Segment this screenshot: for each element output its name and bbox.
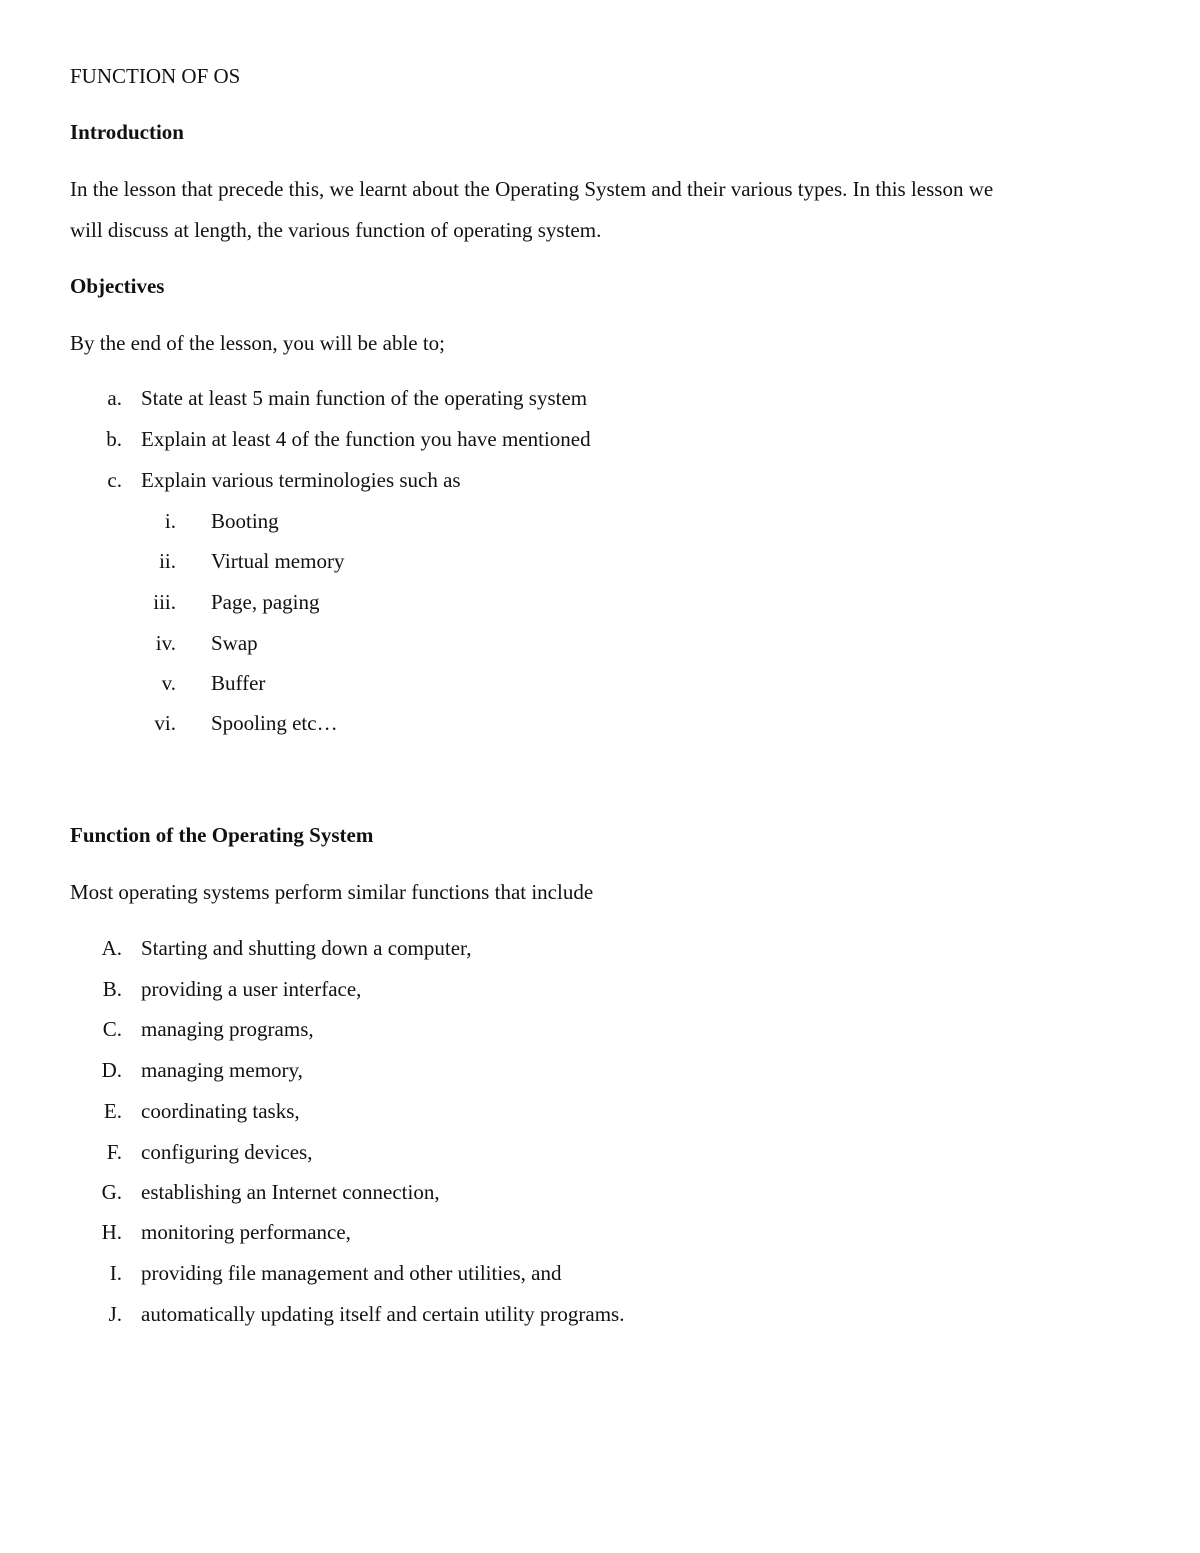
- list-marker: D.: [101, 1058, 122, 1082]
- list-text: Page, paging: [211, 590, 320, 614]
- list-text: monitoring performance,: [141, 1220, 351, 1244]
- term-item: [0, 673, 1200, 697]
- list-marker: J.: [108, 1302, 122, 1326]
- term-item: [0, 511, 1200, 535]
- introduction-line-1: In the lesson that precede this, we learnt about the Operating System and their various types. In this lesson we: [70, 177, 994, 201]
- list-marker: C.: [102, 1017, 122, 1041]
- list-marker: iv.: [155, 631, 176, 655]
- list-marker: H.: [101, 1220, 122, 1244]
- objective-item: [0, 429, 1200, 453]
- list-marker: I.: [109, 1261, 122, 1285]
- function-item: [0, 1142, 1200, 1166]
- introduction-heading: Introduction: [70, 120, 184, 144]
- function-item: [0, 938, 1200, 962]
- term-item: [0, 633, 1200, 657]
- functions-heading: Function of the Operating System: [70, 823, 374, 847]
- list-marker: B.: [102, 977, 122, 1001]
- list-text: Booting: [211, 509, 279, 533]
- list-marker: i.: [164, 509, 176, 533]
- objective-item: [0, 470, 1200, 494]
- functions-lead: Most operating systems perform similar functions that include: [70, 880, 594, 904]
- term-item: [0, 592, 1200, 616]
- introduction-line-2: will discuss at length, the various function of operating system.: [70, 218, 602, 242]
- function-item: [0, 1222, 1200, 1246]
- list-text: Virtual memory: [211, 549, 345, 573]
- list-marker: E.: [103, 1099, 122, 1123]
- function-item: [0, 1182, 1200, 1206]
- document-title: FUNCTION OF OS: [70, 64, 241, 88]
- list-text: providing a user interface,: [141, 977, 362, 1001]
- list-marker: vi.: [154, 711, 176, 735]
- list-text: providing file management and other utilities, and: [141, 1261, 562, 1285]
- list-marker: a.: [107, 386, 122, 410]
- list-text: Swap: [211, 631, 258, 655]
- term-item: [0, 713, 1200, 737]
- objective-item: [0, 388, 1200, 412]
- list-text: managing programs,: [141, 1017, 314, 1041]
- list-text: configuring devices,: [141, 1140, 313, 1164]
- list-text: State at least 5 main function of the operating system: [141, 386, 588, 410]
- list-text: Spooling etc…: [211, 711, 338, 735]
- list-text: coordinating tasks,: [141, 1099, 300, 1123]
- function-item: [0, 1060, 1200, 1084]
- objectives-heading: Objectives: [70, 274, 165, 298]
- list-text: Starting and shutting down a computer,: [141, 936, 472, 960]
- list-text: establishing an Internet connection,: [141, 1180, 440, 1204]
- list-marker: A.: [101, 936, 122, 960]
- list-marker: ii.: [159, 549, 176, 573]
- function-item: [0, 979, 1200, 1003]
- list-marker: iii.: [153, 590, 176, 614]
- list-text: managing memory,: [141, 1058, 303, 1082]
- list-marker: F.: [106, 1140, 122, 1164]
- list-text: Buffer: [211, 671, 266, 695]
- function-item: [0, 1263, 1200, 1287]
- function-item: [0, 1304, 1200, 1328]
- function-item: [0, 1101, 1200, 1125]
- list-marker: G.: [101, 1180, 122, 1204]
- function-item: [0, 1019, 1200, 1043]
- objectives-lead: By the end of the lesson, you will be able to;: [70, 331, 446, 355]
- list-text: automatically updating itself and certain utility programs.: [141, 1302, 625, 1326]
- list-marker: b.: [106, 427, 122, 451]
- list-marker: c.: [107, 468, 122, 492]
- list-text: Explain various terminologies such as: [141, 468, 461, 492]
- list-marker: v.: [161, 671, 176, 695]
- list-text: Explain at least 4 of the function you have mentioned: [141, 427, 591, 451]
- term-item: [0, 551, 1200, 575]
